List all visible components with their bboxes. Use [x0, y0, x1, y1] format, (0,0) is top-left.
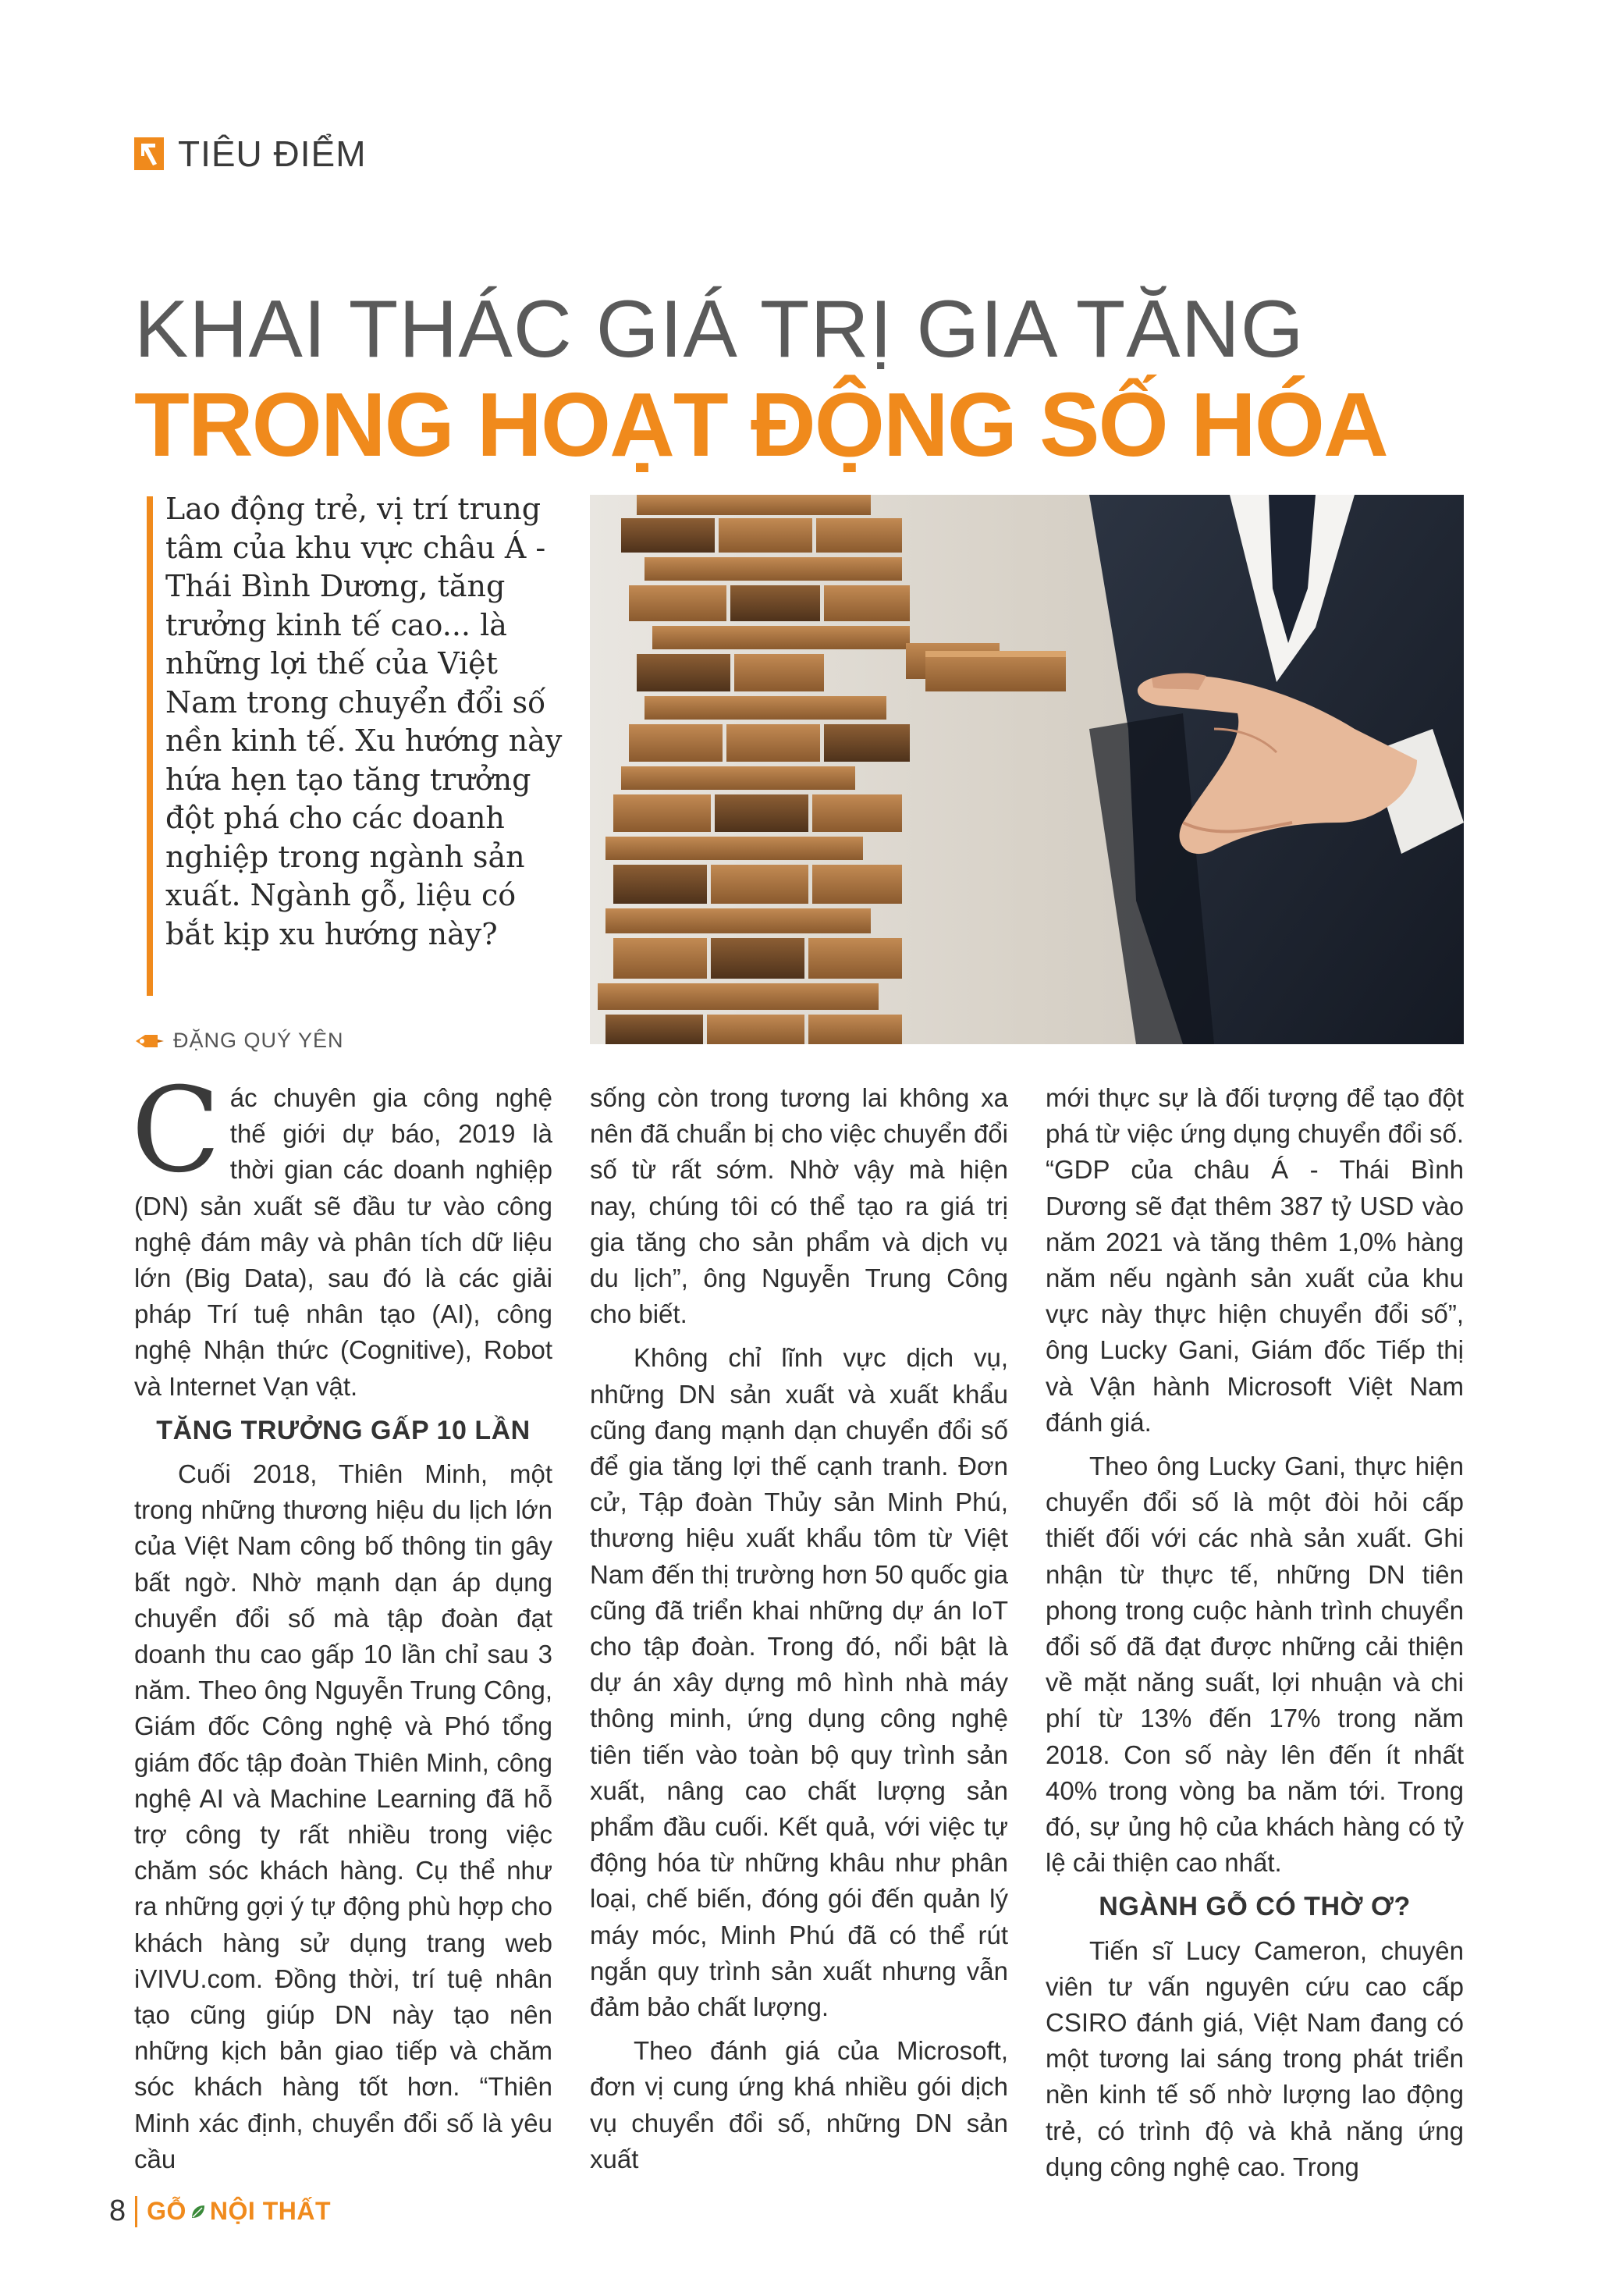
- headline-line-2: TRONG HOẠT ĐỘNG SỐ HÓA: [134, 374, 1387, 475]
- logo-text-a: GỖ: [147, 2197, 186, 2225]
- lead-accent-bar: [147, 496, 153, 996]
- paragraph-lucy-cameron: Tiến sĩ Lucy Cameron, chuyên viên tư vấn nguyên cứu cao cấp CSIRO đánh giá, Việt Nam đang có một tương lai sáng trong phát triển nền kinh tế số nhờ lượng lao động trẻ, có trình độ và khả năng ứng dụng công nghệ cao. Trong: [1046, 1935, 1464, 2181]
- footer-divider: [135, 2196, 137, 2227]
- jenga-hand-photo: [590, 495, 1464, 1044]
- pen-icon: [134, 1030, 165, 1052]
- paragraph-microsoft: Theo đánh giá của Microsoft, đơn vị cung ứng khá nhiều gói dịch vụ chuyển đổi số, những DN sản xuất: [590, 2036, 1008, 2173]
- logo-text-b: NỘI THẤT: [209, 2197, 332, 2225]
- paragraph-minh-phu: Không chỉ lĩnh vực dịch vụ, những DN sản xuất và xuất khẩu cũng đang mạnh dạn chuyển đổi số để gia tăng lợi thế cạnh tranh. Đơn cử, Tập đoàn Thủy sản Minh Phú, thương hiệu xuất khẩu tôm từ Việt Nam đến thị trường hơn 50 quốc gia cũng đã triển khai những dự án IoT cho tập đoàn. Trong đó, nổi bật là dự án xây dựng mô hình nhà máy thông minh, ứng dụng công nghệ tiên tiến vào toàn bộ quy trình sản xuất, nâng cao chất lượng sản phẩm đầu cuối. Kết quả, với việc tự động hóa từ những khâu như phân loại, chế biến, đóng gói đến quản lý máy móc, Minh Phú đã có thể rút ngắn quy trình sản xuất nhưng vẫn đảm bảo chất lượng.: [590, 1343, 1008, 2022]
- paragraph-lucky-gani: Theo ông Lucky Gani, thực hiện chuyển đổi số là một đòi hỏi cấp thiết đối với các nhà sản xuất. Ghi nhận từ thực tế, những DN tiên phong trong cuộc hành trình chuyển đổi số đã đạt được những cải thiện về mặt năng suất, lợi nhuận và chi phí từ 13% đến 17% trong năm 2018. Con số này lên đến ít nhất 40% trong vòng ba năm tới. Trong đó, sự ủng hộ của khách hàng có tỷ lệ cải thiện cao nhất.: [1046, 1452, 1464, 1878]
- article-column-1: [131, 1063, 552, 2185]
- intro-paragraph: Các chuyên gia công nghệ thế giới dự báo, 2019 là thời gian các doanh nghiệp (DN) sản xuất sẽ đầu tư vào công nghệ đám mây và phân tích dữ liệu lớn (Big Data), sau đó là các giải pháp Trí tuệ nhân tạo (AI), công nghệ Nhận thức (Cognitive), Robot và Internet Vạn vật.: [131, 1063, 552, 1401]
- paragraph-gdp: mới thực sự là đối tượng để tạo đột phá từ việc ứng dụng chuyển đổi số. “GDP của châu Á - Thái Bình Dương sẽ đạt thêm 387 tỷ USD vào năm 2021 và tăng thêm 1,0% hàng năm nếu ngành sản xuất của khu vực này thực hiện chuyển đổi số”, ông Lucky Gani, Giám đốc Tiếp thị và Vận hành Microsoft Việt Nam đánh giá.: [1046, 1083, 1464, 1437]
- section-label: TIÊU ĐIỂM: [178, 133, 367, 174]
- page-number: 8: [109, 2195, 126, 2227]
- headline-line-1: KHAI THÁC GIÁ TRỊ GIA TĂNG: [134, 284, 1305, 375]
- subheading-growth: TĂNG TRƯỞNG GẤP 10 LẦN: [156, 1415, 531, 1445]
- subheading-wood-industry: NGÀNH GỖ CÓ THỜ Ơ?: [1099, 1892, 1411, 1922]
- lead-paragraph: Lao động trẻ, vị trí trung tâm của khu vực châu Á - Thái Bình Dương, tăng trưởng kinh tế cao... là những lợi thế của Việt Nam trong chuyển đổi số nền kinh tế. Xu hướng này hứa hẹn tạo tăng trưởng đột phá cho các doanh nghiệp trong ngành sản xuất. Ngành gỗ, liệu có bắt kịp xu hướng này?: [165, 492, 563, 951]
- author-byline: [134, 1029, 344, 1053]
- section-tag: [134, 131, 367, 176]
- paragraph-thien-minh: Cuối 2018, Thiên Minh, một trong những thương hiệu du lịch lớn của Việt Nam công bố thông tin gây bất ngờ. Nhờ mạnh dạn áp dụng chuyển đổi số mà tập đoàn đạt doanh thu cao gấp 10 lần chỉ sau 3 năm. Theo ông Nguyễn Trung Công, Giám đốc Công nghệ và Phó tổng giám đốc tập đoàn Thiên Minh, công nghệ AI và Machine Learning đã hỗ trợ công ty rất nhiều trong việc chăm sóc khách hàng. Cụ thể như ra những gợi ý tự động phù hợp cho khách hàng sử dụng trang web iVIVU.com. Đồng thời, trí tuệ nhân tạo cũng giúp DN này tạo nên những kịch bản giao tiếp và chăm sóc khách hàng tốt hơn. “Thiên Minh xác định, chuyển đổi số là yêu cầu: [134, 1459, 552, 2173]
- article-column-3: [1046, 1080, 1464, 2193]
- section-arrow-icon: [134, 137, 164, 170]
- paragraph-continued: sống còn trong tương lai không xa nên đã chuẩn bị cho việc chuyển đổi số từ rất sớm. Nhờ vậy mà hiện nay, chúng tôi có thể tạo ra giá trị gia tăng cho sản phẩm và dịch vụ du lịch”, ông Nguyễn Trung Công cho biết.: [590, 1083, 1008, 1329]
- photo-illustration: [590, 495, 1464, 1044]
- page-footer: [109, 2195, 331, 2228]
- drop-cap: C: [131, 1063, 221, 1199]
- author-name: ĐẶNG QUÝ YÊN: [173, 1029, 344, 1052]
- leaf-icon: [190, 2203, 207, 2220]
- article-column-2: [590, 1080, 1008, 2185]
- magazine-logo: [147, 2197, 331, 2226]
